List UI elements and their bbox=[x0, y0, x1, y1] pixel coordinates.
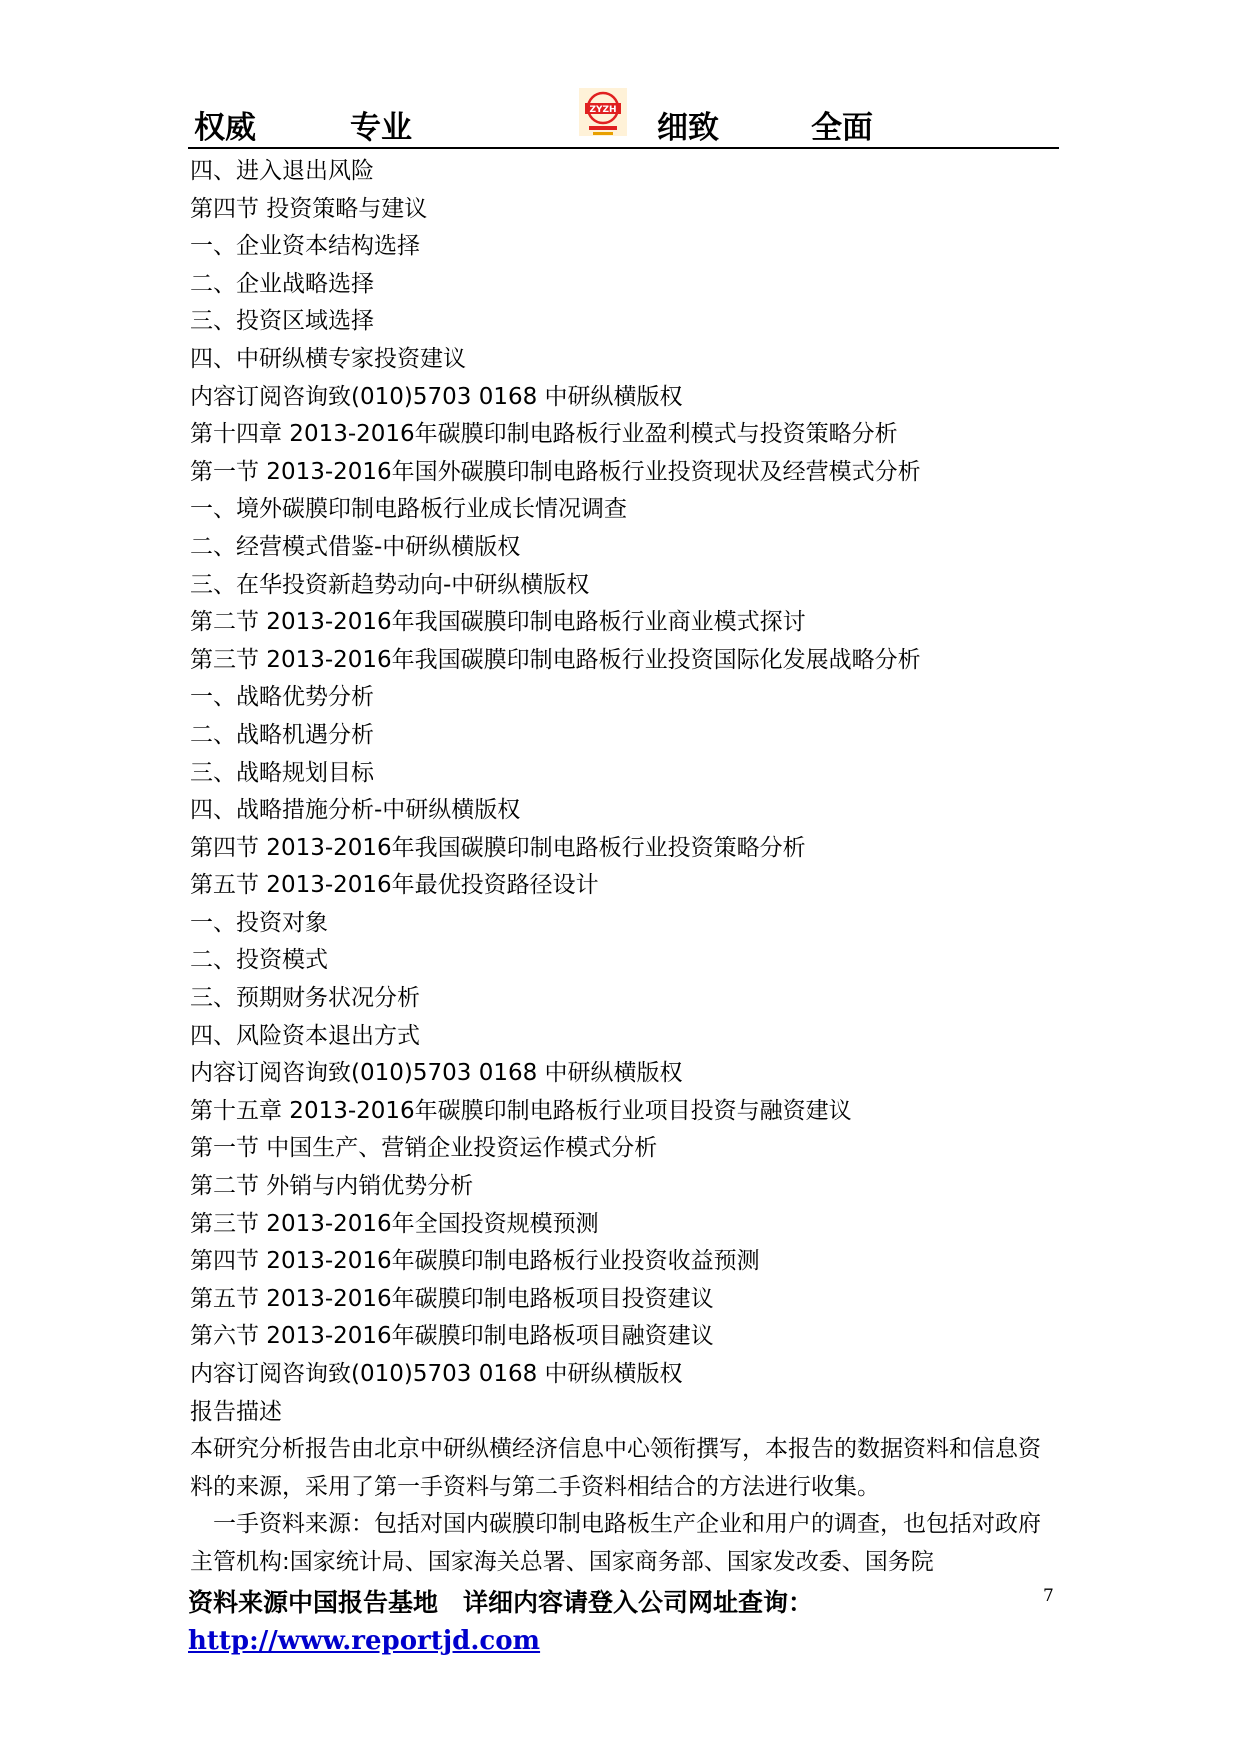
page-header bbox=[188, 86, 1059, 146]
toc-line: 内容订阅咨询致(010)5703 0168 中研纵横版权 bbox=[190, 1361, 683, 1387]
toc-line: 第十五章 2013-2016年碳膜印制电路板行业项目投资与融资建议 bbox=[190, 1097, 852, 1124]
toc-line: 第四节 2013-2016年碳膜印制电路板行业投资收益预测 bbox=[190, 1248, 760, 1275]
toc-line: 第四节 投资策略与建议 bbox=[190, 195, 428, 222]
toc-line: 四、战略措施分析-中研纵横版权 bbox=[190, 797, 521, 824]
body-paragraph: 本研究分析报告由北京中研纵横经济信息中心领衔撰写，本报告的数据资料和信息资料的来源，采用了第一手资料与第二手资料相结合的方法进行收集。 bbox=[190, 1436, 1041, 1500]
toc-line: 内容订阅咨询致(010)5703 0168 中研纵横版权 bbox=[190, 1060, 683, 1087]
toc-line: 三、投资区域选择 bbox=[190, 308, 374, 335]
toc-line: 一、战略优势分析 bbox=[190, 684, 374, 711]
company-logo bbox=[579, 88, 627, 136]
toc-line: 四、风险资本退出方式 bbox=[190, 1022, 420, 1049]
header-word-comprehensive: 全面 bbox=[811, 110, 873, 146]
toc-line: 四、中研纵横专家投资建议 bbox=[190, 345, 466, 372]
footer-url-link[interactable]: http://www.reportjd.com bbox=[188, 1626, 541, 1656]
toc-line: 第一节 2013-2016年国外碳膜印制电路板行业投资现状及经营模式分析 bbox=[190, 458, 921, 485]
toc-line: 二、投资模式 bbox=[190, 947, 328, 974]
toc-line: 一、投资对象 bbox=[190, 909, 328, 936]
header-rule bbox=[188, 147, 1059, 149]
toc-line: 第六节 2013-2016年碳膜印制电路板项目融资建议 bbox=[190, 1323, 714, 1350]
page-number: 7 bbox=[1043, 1586, 1054, 1606]
toc-line: 第十四章 2013-2016年碳膜印制电路板行业盈利模式与投资策略分析 bbox=[190, 421, 898, 448]
toc-line: 内容订阅咨询致(010)5703 0168 中研纵横版权 bbox=[190, 383, 683, 410]
toc-line: 第二节 外销与内销优势分析 bbox=[190, 1173, 474, 1200]
toc-line: 第五节 2013-2016年最优投资路径设计 bbox=[190, 872, 599, 899]
toc-line: 第三节 2013-2016年我国碳膜印制电路板行业投资国际化发展战略分析 bbox=[190, 646, 921, 673]
toc-line: 四、进入退出风险 bbox=[190, 158, 374, 184]
toc-line: 二、战略机遇分析 bbox=[190, 721, 374, 748]
toc-line: 第一节 中国生产、营销企业投资运作模式分析 bbox=[190, 1135, 658, 1162]
header-word-authority: 权威 bbox=[194, 110, 256, 146]
header-word-meticulous: 细致 bbox=[657, 110, 719, 146]
toc-line: 三、预期财务状况分析 bbox=[190, 985, 420, 1012]
toc-line: 一、境外碳膜印制电路板行业成长情况调查 bbox=[190, 496, 627, 523]
toc-line: 第四节 2013-2016年我国碳膜印制电路板行业投资策略分析 bbox=[190, 834, 806, 861]
toc-line: 三、战略规划目标 bbox=[190, 759, 374, 786]
toc-line: 二、企业战略选择 bbox=[190, 270, 374, 297]
toc-line: 一、企业资本结构选择 bbox=[190, 233, 420, 260]
svg-text:ZYZH: ZYZH bbox=[589, 105, 617, 115]
body-paragraph: 一手资料来源：包括对国内碳膜印制电路板生产企业和用户的调查，也包括对政府主管机构:国家统计局、国家海关总署、国家商务部、国家发改委、国务院 bbox=[190, 1511, 1041, 1575]
toc-line: 报告描述 bbox=[190, 1398, 282, 1425]
table-of-contents bbox=[190, 153, 1061, 1431]
header-word-professional: 专业 bbox=[350, 110, 412, 146]
footer-source-text: 资料来源中国报告基地 详细内容请登入公司网址查询： bbox=[188, 1588, 814, 1617]
document-body bbox=[190, 153, 1061, 1582]
toc-line: 二、经营模式借鉴-中研纵横版权 bbox=[190, 533, 521, 560]
toc-line: 第三节 2013-2016年全国投资规模预测 bbox=[190, 1210, 599, 1237]
toc-line: 第五节 2013-2016年碳膜印制电路板项目投资建议 bbox=[190, 1285, 714, 1312]
page-footer bbox=[188, 1585, 1068, 1659]
toc-line: 第二节 2013-2016年我国碳膜印制电路板行业商业模式探讨 bbox=[190, 609, 806, 636]
toc-line: 三、在华投资新趋势动向-中研纵横版权 bbox=[190, 571, 590, 598]
